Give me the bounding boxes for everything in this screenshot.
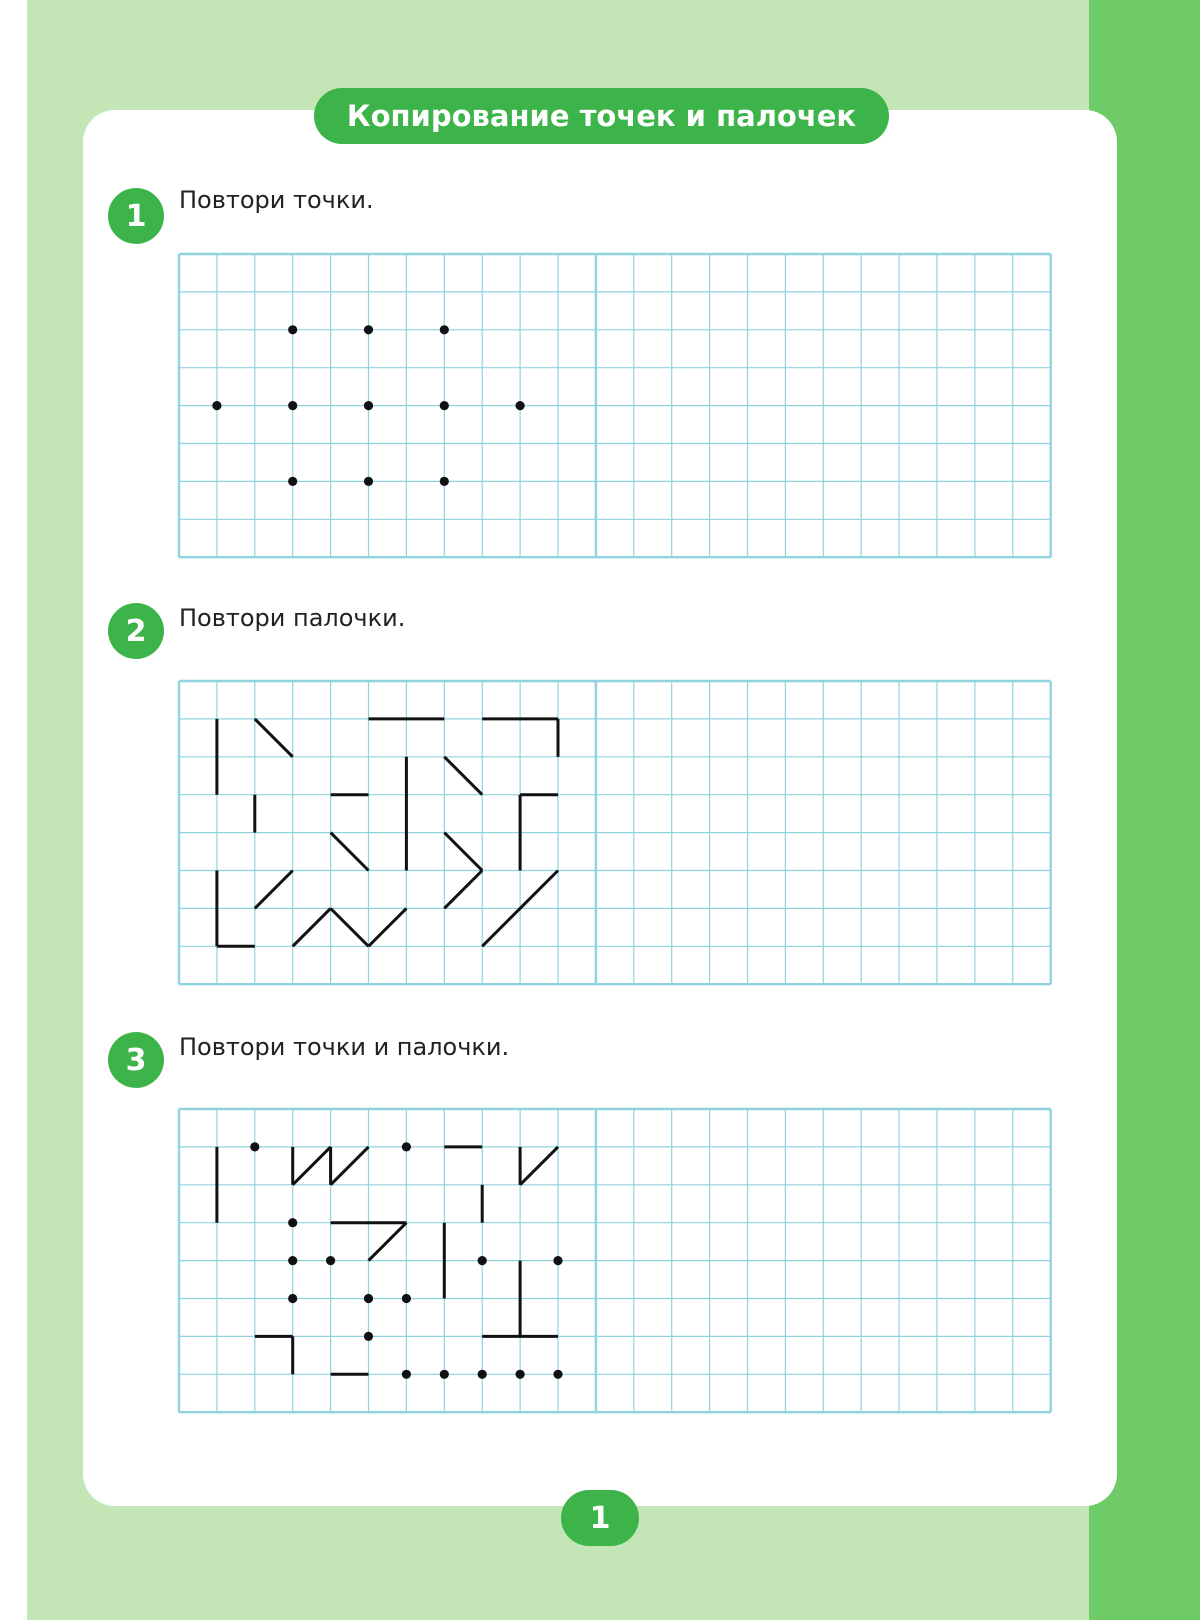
dot: [364, 401, 373, 410]
dot: [478, 1256, 487, 1265]
dot: [288, 325, 297, 334]
dot: [364, 477, 373, 486]
task-2-number-badge: 2: [108, 603, 164, 659]
dot: [478, 1370, 487, 1379]
dot: [212, 401, 221, 410]
dot: [553, 1370, 562, 1379]
task-3-grid: [179, 1109, 1051, 1412]
stick: [293, 1147, 331, 1185]
dot: [326, 1256, 335, 1265]
dot: [440, 325, 449, 334]
task-3-number-badge: 3: [108, 1032, 164, 1088]
dot: [440, 401, 449, 410]
task-1-grid: [179, 254, 1051, 557]
dot: [364, 325, 373, 334]
dot: [288, 401, 297, 410]
task-1-instruction: Повтори точки.: [179, 186, 374, 214]
dot: [288, 1294, 297, 1303]
dot: [516, 1370, 525, 1379]
stick: [331, 1147, 369, 1185]
stick: [331, 833, 369, 871]
dot: [288, 477, 297, 486]
dot: [288, 1218, 297, 1227]
task-1-number-badge: 1: [108, 188, 164, 244]
stick: [369, 908, 407, 946]
task-2-grid: [179, 681, 1051, 984]
dot: [288, 1256, 297, 1265]
stick: [520, 1147, 558, 1185]
dot: [440, 1370, 449, 1379]
dot: [553, 1256, 562, 1265]
task-2-instruction: Повтори палочки.: [179, 604, 406, 632]
stick: [444, 871, 482, 909]
stick: [255, 871, 293, 909]
stick: [369, 1223, 407, 1261]
dot: [250, 1142, 259, 1151]
dot: [364, 1294, 373, 1303]
task-3-instruction: Повтори точки и палочки.: [179, 1033, 510, 1061]
dot: [402, 1370, 411, 1379]
stick: [444, 833, 482, 871]
page-number-badge: 1: [561, 1490, 639, 1546]
dot: [516, 401, 525, 410]
dot: [440, 477, 449, 486]
stick: [255, 719, 293, 757]
stick: [331, 908, 369, 946]
page-title: Копирование точек и палочек: [314, 88, 889, 144]
dot: [402, 1294, 411, 1303]
dot: [402, 1142, 411, 1151]
dot: [364, 1332, 373, 1341]
stick: [293, 908, 331, 946]
stick: [444, 757, 482, 795]
